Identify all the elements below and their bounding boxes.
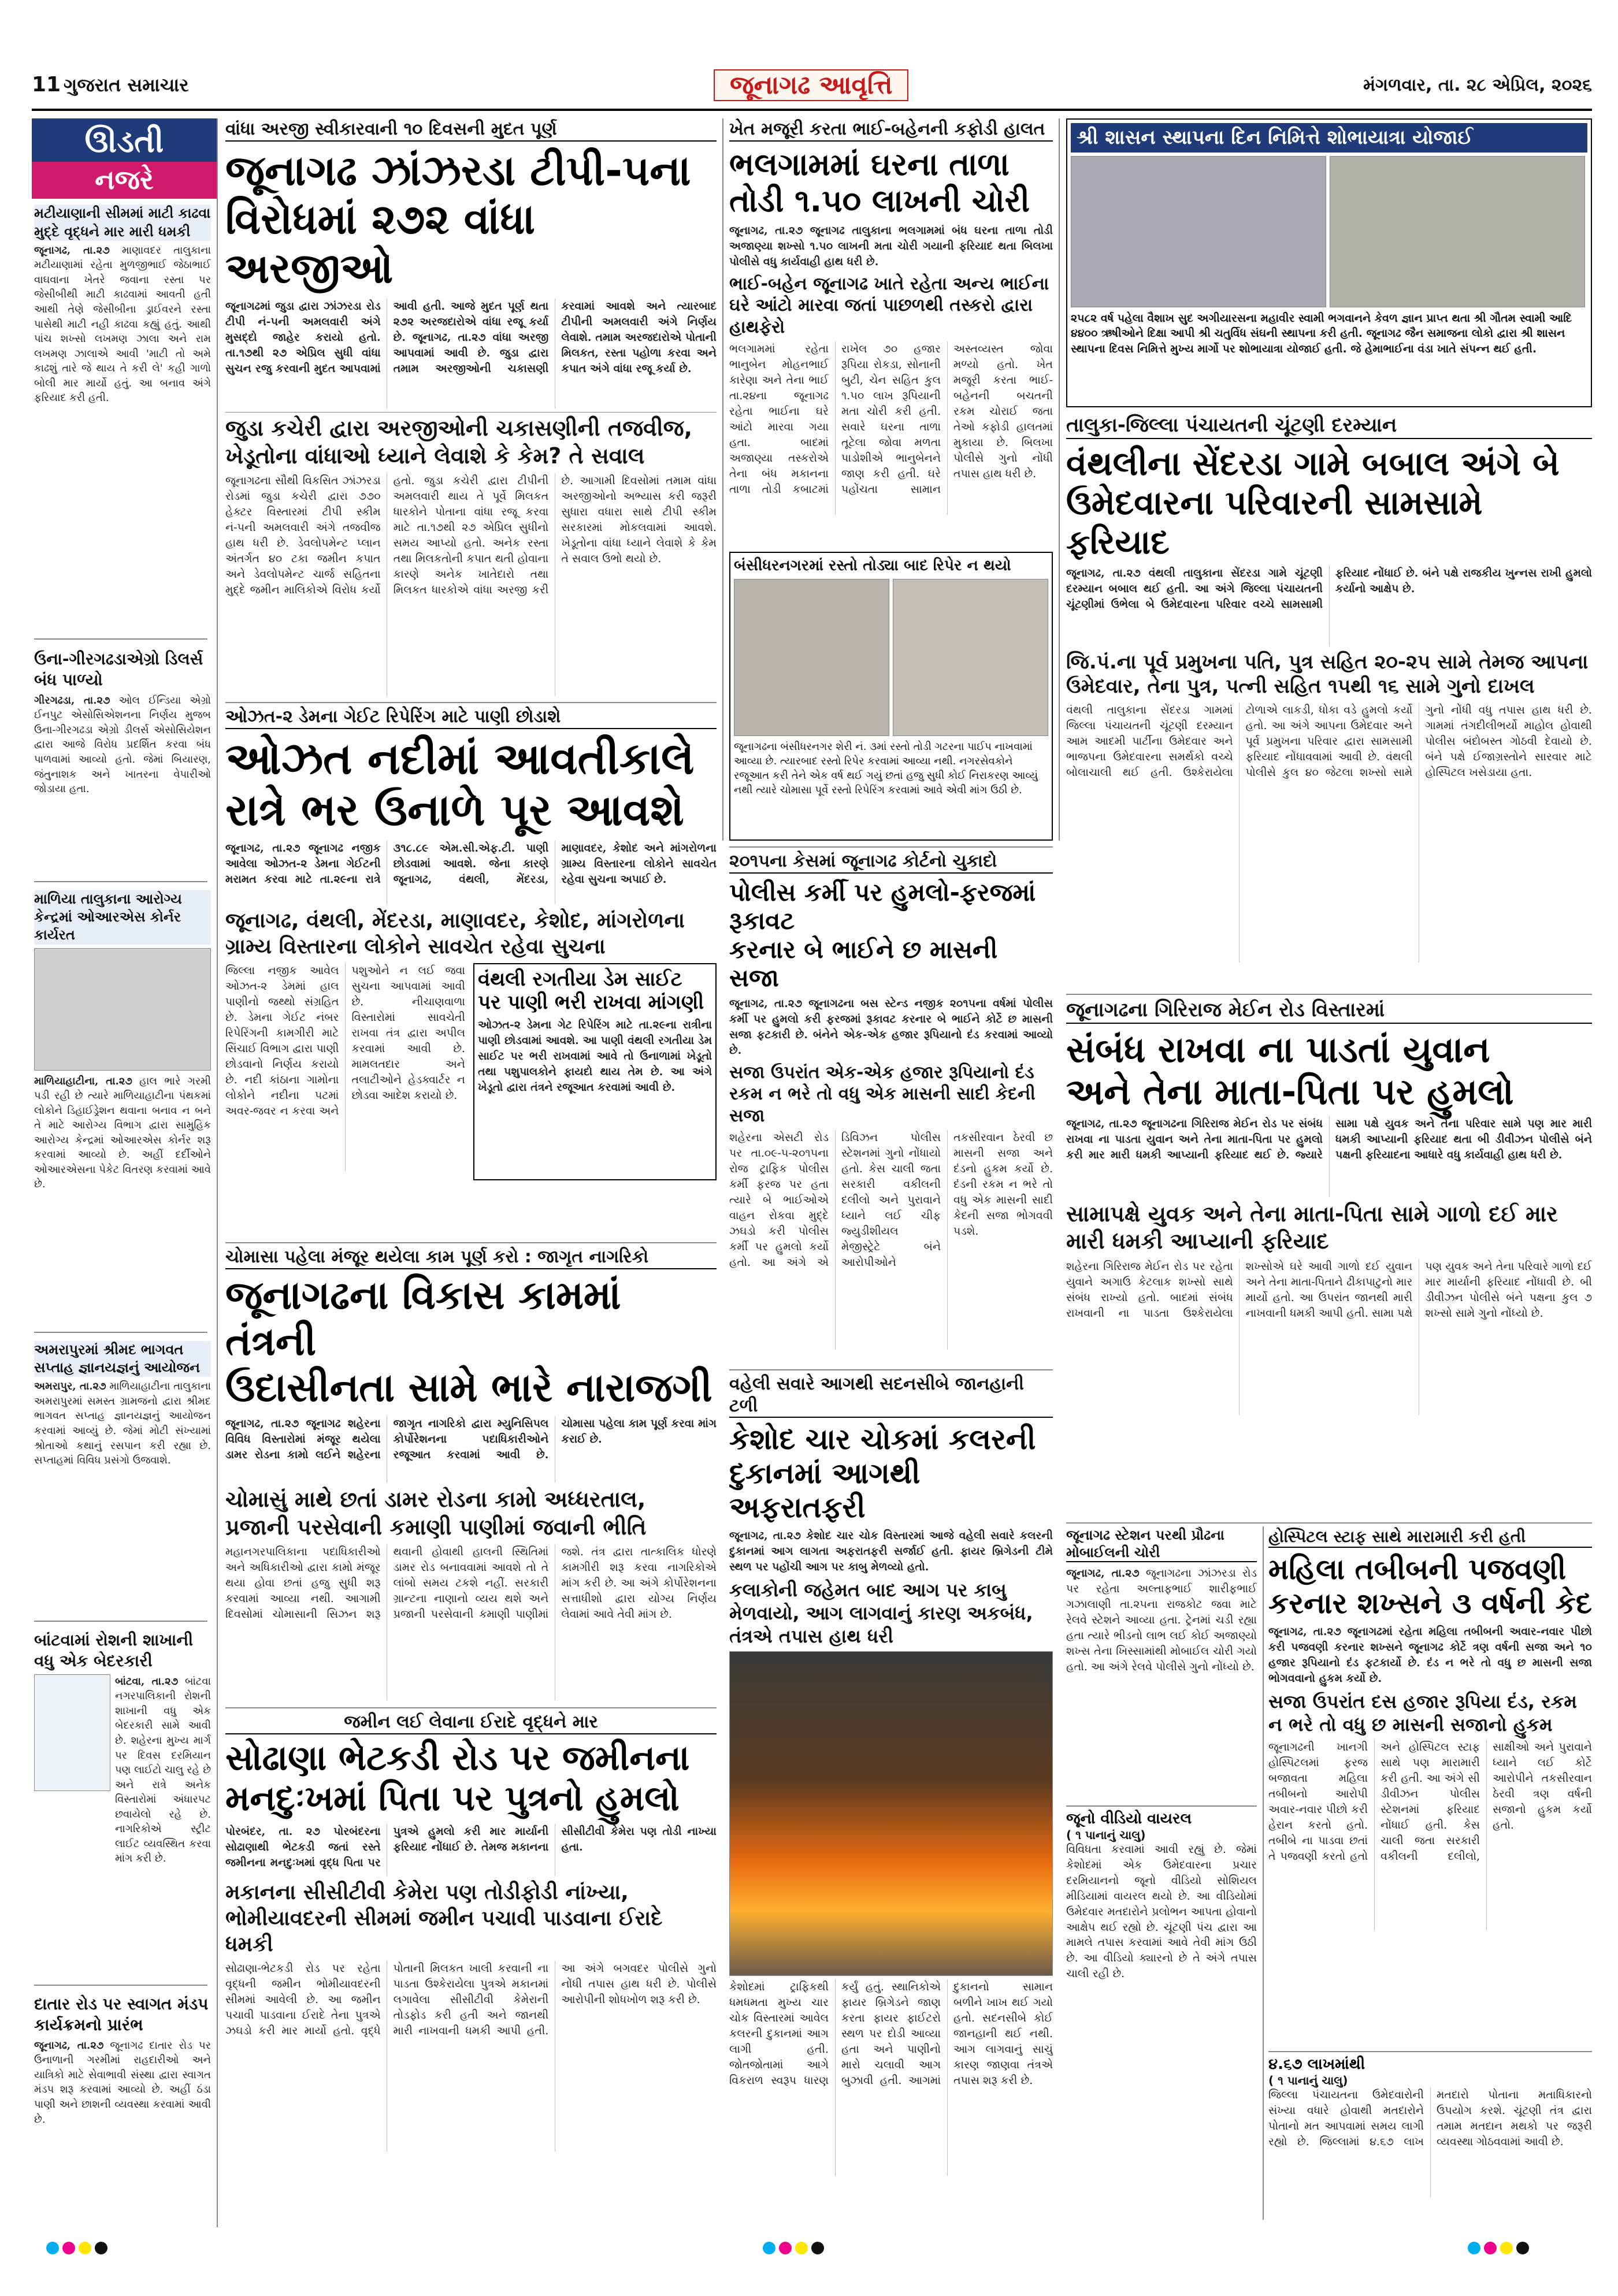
udti-item-dateline: ગીરગઢડા, તા.૨૭ (34, 694, 110, 707)
vanthali-kicker: તાલુકા-જિલ્લા પંચાયતની ચૂંટણી દરમ્યાન (1066, 413, 1592, 439)
tp5-headline-2: વિરોધમાં ૨૭૨ વાંધા અરજીઓ (225, 195, 536, 293)
reg-mark-magenta (62, 2242, 75, 2254)
udti-item-2 (32, 645, 217, 797)
reg-mark-black (811, 2242, 824, 2254)
bhalgam-dateline: જૂનાગઢ, તા.૨૭ (729, 224, 803, 237)
doctor-story (1268, 1526, 1592, 2046)
ozat-headline-1: ઓઝત નદીમાં આવતીકાલે (225, 732, 695, 784)
tp5-dateline: જૂનાગઢ, તા.૨૭ (412, 331, 486, 344)
reg-mark-magenta (1484, 2242, 1497, 2254)
giriraj-dateline: જૂનાગઢ, તા.૨૭ (1066, 1117, 1137, 1130)
bhalgam-story (729, 118, 1053, 546)
police-attack-story (729, 850, 1053, 1365)
police-subheadline: સજા ઉપરાંત એક-એક હજાર રૂપિયાનો દંડ રકમ ન ભરે તો વધુ એક માસની સાદી કેદની સજા (729, 1062, 1036, 1126)
giriraj-body: શહેરના ગિરિરાજ મેઈન રોડ પર રહેતા યુવાને અગાઉ કેટલાક શખ્સો સાથે સંબંધ રાખ્યો હતો. બાદમાં સંબંધ રાખવાની ના પાડતા ઉશ્કેરાયેલા શખ્સોએ ઘરે આવી ગાળો દઈ યુવાન અને તેના માતા-પિતાને ઢીકાપાટુનો માર માર્યો હતો. આ ઉપરાંત જાનથી મારી નાખવાની ધમકી આપી હતી. સામા પક્ષે પણ યુવક અને તેના પરિવારે ગાળો દઈ માર માર્યાની ફરિયાદ નોંધાવી છે. બી ડીવીઝન પોલીસે બંને પક્ષના કુલ ૭ શખ્સો સામે ગુનો નોંધ્યો છે. (1066, 1260, 1592, 1320)
reg-mark-black (1516, 2242, 1529, 2254)
giriraj-kicker: જૂનાગઢના ગિરિરાજ મેઈન રોડ વિસ્તારમાં (1066, 998, 1592, 1024)
giriraj-story (1066, 998, 1592, 1518)
udti-item-text (34, 1379, 211, 1467)
udti-item-body: ઓલ ઈન્ડિયા એગ્રો ઈનપુટ એસોસિએશનના નિર્ણય મુજબ ઉના-ગીરગઢડા એગ્રો ડીલર્સ એસોસિયેશન દ્વારા આજે વિરોધ પ્રદર્શિત કરવા બંધ પાળવામાં આવ્યો હતો. જેમાં બિયારણ, જંતુનાશક અને ખાતરના વેપારીઓ જોડાયા હતા. (34, 694, 211, 796)
udti-item-text (34, 243, 211, 406)
sodhana-lead (225, 1824, 717, 1876)
vanthali-headline-2: ઉમેદવારના પરિવારની સામસામે ફરિયાદ (1066, 482, 1483, 562)
udti-item-dateline: અમરાપુર, તા.૨૭ (34, 1380, 106, 1393)
bhalgam-headline-1: ભલગામમાં ઘરના તાળા (729, 146, 1010, 183)
ozat-box (473, 963, 717, 1180)
giriraj-headline-1: સંબંધ રાખવા ના પાડતાં યુવાન (1066, 1028, 1490, 1071)
tp5-lead: જૂનાગઢમાં જુડા દ્વારા ઝાંઝરડા રોડ ટીપી નં-૫ની અમલવારી અંગે મુસદ્દો જાહેર કરાયો હતો. તા.૧૭થી ૨૭ એપ્રિલ સુધી વાંધા સુચન રજુ કરવાની મુદત આપવામાં આવી હતી. આજે મુદત પૂર્ણ થતા ૨૭૨ અરજદારોએ વાંધા રજૂ કર્યા છે. (225, 300, 549, 376)
tp5-headline-1: જૂનાગઢ ઝાંઝરડા ટીપી-૫ના (225, 146, 691, 195)
police-dateline: જૂનાગઢ, તા.૨૭ (729, 997, 803, 1010)
banshidhar-kicker: બંસીધરનગરમાં રસ્તો તોડ્યા બાદ રિપેર ન થયો (734, 557, 1011, 574)
giriraj-headline-2: અને તેના માતા-પિતા પર હુમલો (1066, 1070, 1514, 1113)
registration-marks-center (763, 2242, 878, 2265)
police-lead-text: જૂનાગઢના બસ સ્ટેન્ડ નજીક ૨૦૧૫ના વર્ષમાં પોલીસ કર્મી પર હુમલો કરી ફરજમાં રૂકાવટ કરનાર બે ભાઈને કોર્ટે છ માસની સજા ફટકારી છે. બંનેને એક-એક હજાર રૂપિયાનો દંડ કરવામાં આવ્યો છે. (729, 997, 1053, 1057)
vikas-subheadline: ચોમાસું માથે છતાં ડામર રોડના કામો અધ્ધરતાલ, પ્રજાની પરસેવાની કમાણી પાણીમાં જવાની ભીતિ (225, 1487, 647, 1540)
paper-name: ગુજરાત સમાચાર (64, 74, 189, 96)
juno-video-title: જૂનો વીડિયો વાયરલ (1066, 1810, 1192, 1827)
vanthali-subheadline: જિ.પં.ના પૂર્વ પ્રમુખના પતિ, પુત્ર સહિત ૨૦-૨૫ સામે તેમજ આપના ઉમેદવાર, તેના પુત્ર, પત્ની સહિત ૧૫થી ૧૬ સામે ગુનો દાખલ (1066, 650, 1589, 699)
udti-item-1 (32, 205, 217, 405)
page-date: મંગળવાર, તા. ૨૮ એપ્રિલ, ૨૦૨૬ (1363, 75, 1592, 95)
doctor-lead-text: જૂનાગઢમાં રહેતા મહિલા તબીબની અવાર-નવાર પીછો કરી પજવણી કરનાર શખ્સને જૂનાગઢ કોર્ટે ત્રણ વર્ષની સજા અને ૧૦ હજાર રૂપિયાનો દંડ ફટકાર્યો છે. દંડ ન ભરે તો વધુ છ માસની સજા ભોગવવાનો હુકમ કર્યો છે. (1268, 1625, 1592, 1685)
police-headline-1: પોલીસ કર્મી પર હુમલો-ફરજમાં રૂકાવટ (729, 878, 1036, 935)
vikas-dateline: જૂનાગઢ, તા.૨૭ (225, 1417, 299, 1431)
udti-item-text (34, 2038, 211, 2127)
keshod-fire-story (729, 1373, 1053, 2223)
masthead (32, 69, 1592, 111)
tp5-text: વાંધા અરજી આપવામાં આવી છે. જુડા દ્વારા તમામ અરજીઓની ચકાસણી કરવામાં આવશે અને ત્યારબાદ ટીપીની અમલવારી અંગે નિર્ણય લેવાશે. તમામ અરજદારોએ પોતાની મિલકત, રસ્તા પહોળા કરવા અને કપાત અંગે વાંધા રજૂ કર્યા છે. (393, 300, 717, 376)
police-body: શહેરના એસટી રોડ પર તા.૦૯-૫-૨૦૧૫ના રોજ ટ્રાફિક પોલીસ કર્મી ફરજ પર હતા ત્યારે બે ભાઈઓએ વાહન રોકવા મુદ્દે ઝઘડો કરી પોલીસ કર્મી પર હુમલો કર્યો હતો. આ અંગે એ ડિવિઝન પોલીસ સ્ટેશનમાં ગુનો નોંધાયો હતો. કેસ ચાલી જતા સરકારી વકીલની દલીલો અને પુરાવાને ધ્યાને લઈ ચીફ જ્યુડીશીયલ મેજીસ્ટ્રેટે બંને આરોપીઓને તકસીરવાન ઠેરવી છ માસની સજા અને દંડનો હુકમ કર્યો છે. દંડની રકમ ન ભરે તો વધુ એક માસની સાદી કેદની સજા ભોગવવી પડશે. (729, 1131, 1053, 1269)
vanthali-lead (1066, 566, 1592, 647)
udti-item-headline: માળિયા તાલુકાના આરોગ્ય કેન્દ્રમાં ઓઆરએસ કોર્નર કાર્યરત (34, 890, 211, 945)
udti-item-headline: મટીયાણાની સીમમાં માટી કાઢવા મુદ્દે વૃદ્ધને માર મારી ધમકી (34, 205, 211, 240)
reg-mark-black (95, 2242, 107, 2254)
sodhana-body: સોઢાણા-ભેટકડી રોડ પર રહેતા વૃદ્ધની જમીન ભોમીયાવદરની સીમમાં આવેલી છે. આ જમીન પચાવી પાડવાના ઈરાદે તેના પુત્રએ ઝઘડો કરી માર માર્યો હતો. વૃદ્ધે પોતાની મિલકત ખાલી કરવાની ના પાડતા ઉશ્કેરાયેલા પુત્રએ મકાનમાં લગાવેલા સીસીટીવી કેમેરાની તોડફોડ કરી હતી અને જાનથી મારી નાખવાની ધમકી આપી હતી. આ અંગે બગવદર પોલીસે ગુનો નોંધી તપાસ હાથ ધરી છે. પોલીસે આરોપીની શોધખોળ શરૂ કરી છે. (225, 1962, 717, 2037)
keshod-headline-2: દુકાનમાં આગથી અફરાતફરી (729, 1457, 921, 1524)
udti-item-body: માળિયાહાટીના તાલુકાના અમરાપુરમાં સમસ્ત ગ્રામજનો દ્વારા શ્રીમદ ભાગવત સપ્તાહ જ્ઞાનયજ્ઞનું આયોજન કરવામાં આવ્યું છે. જેમાં મોટી સંખ્યામાં શ્રોતાઓ કથાનું રસપાન કરી રહ્યા છે. સપ્તાહમાં વિવિધ પ્રસંગો ઉજવાશે. (34, 1380, 211, 1467)
reg-mark-cyan (46, 2242, 59, 2254)
udti-item-body: માણાવદર તાલુકાના મટીયાણામાં રહેતા મુળજીભાઈ જેઠાભાઈ વાઘવાના ખેતરે જવાના રસ્તા પર જેસીબીથી માટી કાઢવામાં આવતી હતી આથી તેણે જેસીબીના ડ્રાઈવરને રસ્તા પાસેથી માટી નહી કાઢવા કહ્યું હતું. આથી પાંચ શખ્સો લખમણ ઝાલા અને રામ લખમણ ઝાલાએ આવી 'માટી તો અમે કાઢશું તારે જે થાય તે કરી લે' કહી ગાળો બોલી માર માર્યો હતું. આ બનાવ અંગે ફરિયાદ કરી હતી. (34, 244, 211, 404)
edition-banner: જૂનાગઢ આવૃત્તિ (714, 69, 908, 101)
reg-mark-cyan (1468, 2242, 1480, 2254)
shobhayatra-photo-2 (1330, 156, 1585, 307)
juno-video-cont: ( ૧ પાનાનું ચાલુ) (1066, 1827, 1146, 1842)
juno-video-story (1066, 1805, 1257, 2221)
doctor-body: જૂનાગઢની ખાનગી હોસ્પિટલમાં ફરજ બજાવતા મહિલા તબીબનો આરોપી અવાર-નવાર પીછો કરી હેરાન કરતો હતો. તબીબે ના પાડવા છતાં તે પજવણી કરતો હતો અને હોસ્પિટલ સ્ટાફ સાથે પણ મારામારી કરી હતી. આ અંગે સી ડીવીઝન પોલીસ સ્ટેશનમાં ફરિયાદ નોંધાઈ હતી. કેસ ચાલી જતા સરકારી વકીલની દલીલો, સાક્ષીઓ અને પુરાવાને ધ્યાને લઈ કોર્ટે આરોપીને તકસીરવાન ઠેરવી ત્રણ વર્ષની સજાનો હુકમ કર્યો હતો. (1268, 1740, 1592, 1863)
udti-item-body: હાલ ભારે ગરમી પડી રહી છે ત્યારે માળિયાહાટીના પંથકમાં લોકોને ડિહાઈડ્રેશન થવાના બનાવ ન બને તે માટે આરોગ્ય વિભાગ દ્વારા સામુહિક આરોગ્ય કેન્દ્રમાં ઓઆરએસ કોર્નર શરૂ કરવામાં આવ્યો છે. અહીં દર્દીઓને ઓઆરએસના પેકેટ વિતરણ કરવામાં આવે છે. (34, 1075, 211, 1191)
ozat-lead (225, 841, 717, 904)
sodhana-headline-2: મનદુઃખમાં પિતા પર પુત્રનો હુમલો (225, 1778, 680, 1819)
station-story (1066, 1526, 1257, 1804)
keshod-kicker: વહેલી સવારે આગથી સદનસીબે જાનહાની ટળી (729, 1373, 1053, 1418)
udti-item-text (34, 1074, 211, 1192)
tp5-body-2: જૂનાગઢના સૌથી વિકસિત ઝાંઝરડા રોડમાં જુડા કચેરી દ્વારા ૭૭૦ હેક્ટર વિસ્તારમાં ટીપી સ્કીમ નં-૫ની અમલવારી અંગે તજવીજ હાથ ધરી છે. ડેવલોપમેન્ટ પ્લાન અંતર્ગત ૪૦ ટકા જમીન કપાત અને ડેવલોપમેન્ટ ચાર્જ સહિતના મુદ્દે જમીન માલિકોએ વિરોધ કર્યો હતો. જુડા કચેરી દ્વારા ટીપીની અમલવારી થાય તે પૂર્વે મિલકત ધારકોને પોતાના વાંધા રજૂ કરવા માટે તા.૧૭થી ૨૭ એપ્રિલ સુધીનો સમય આપ્યો હતો. અનેક રસ્તા તથા મિલકતોની કપાત થતી હોવાના કારણે અનેક ખાતેદારો તથા મિલકત ધારકોએ વાંધા અરજી કરી છે. આગામી દિવસોમાં તમામ વાંધા અરજીઓનો અભ્યાસ કરી જરૂરી સુધારા વધારા સાથે ટીપી સ્કીમ સરકારમાં મોકલવામાં આવશે. ખેડૂતોના વાંધા ધ્યાને લેવાશે કે કેમ તે સવાલ ઉભો થયો છે. (225, 474, 717, 597)
orsc-corner-photo (34, 948, 211, 1071)
vikas-headline-1: જૂનાગઢના વિકાસ કામમાં તંત્રની (225, 1272, 621, 1365)
sodhana-headline-1: સોઢાણા ભેટકડી રોડ પર જમીનના (225, 1737, 690, 1778)
shobhayatra-kicker: શ્રી શાસન સ્થાપના દિન નિમિત્તે શોભાયાત્રા યોજાઈ (1071, 123, 1587, 153)
udti-najare-column (32, 118, 218, 2227)
vikas-headline-2: ઉદાસીનતા સામે ભારે નારાજગી (225, 1365, 712, 1411)
vikas-kicker: ચોમાસા પહેલા મંજૂર થયેલા કામ પૂર્ણ કરો : જાગૃત નાગરિકો (225, 1246, 717, 1269)
tp5-subheadline: જુડા કચેરી દ્વારા અરજીઓની ચકાસણીની તજવીજ, ખેડૂતોના વાંધાઓ ધ્યાને લેવાશે કે કેમ? તે સવાલ (225, 412, 717, 470)
keshod-headline-1: કેશોદ ચાર ચોકમાં કલરની (729, 1422, 1036, 1456)
tp5-body (225, 299, 717, 408)
udti-item-headline: અમરાપુરમાં શ્રીમદ ભાગવત સપ્તાહ જ્ઞાનયજ્ઞનું આયોજન (34, 1341, 211, 1377)
vanthali-headline-1: વંથલીના સેંદરડા ગામે બબાલ અંગે બે (1066, 443, 1560, 483)
keshod-caption-text: કેશોદમાં ટ્રાફિકથી ધમધમતા મુખ્ય ચાર ચોક વિસ્તારમાં આવેલ કલરની દુકાનમાં આગ લાગી હતી. જોતજોતામાં આગે વિકરાળ સ્વરૂપ ધારણ કર્યું હતું. સ્થાનિકોએ ફાયર બ્રિગેડને જાણ કરતા ફાયર ફાઈટરો સ્થળ પર દોડી આવ્યા હતા અને પાણીનો મારો ચલાવી આગ બુઝાવી હતી. આગમાં દુકાનનો સામાન બળીને ખાખ થઈ ગયો હતો. સદનસીબે કોઈ જાનહાની થઈ નથી. આગ લાગવાનું સાચું કારણ જાણવા તંત્રએ તપાસ શરૂ કરી છે. (729, 1980, 1053, 2087)
bhalgam-subheadline: ભાઈ-બહેન જૂનાગઢ ખાતે રહેતા અન્ય ભાઈના ઘરે આંટો મારવા જતાં પાછળથી તસ્કરો દ્વારા હાથફેરો (729, 273, 1049, 337)
bhalgam-kicker: ખેત મજૂરી કરતા ભાઈ-બહેનની કફોડી હાલત (729, 118, 1053, 142)
sodhana-lead-text: પોરબંદરના સોઢાણાથી ભેટકડી જતાં રસ્તે જમીનના મનદુઃખમાં વૃદ્ધ પિતા પર પુત્રએ હુમલો કરી માર માર્યાની ફરિયાદ નોંધાઈ છે. તેમજ મકાનના સીસીટીવી કેમેરા પણ તોડી નાખ્યા હતા. (225, 1825, 717, 1870)
vikas-lead (225, 1416, 717, 1483)
registration-marks-right (1468, 2242, 1583, 2265)
vikas-story (225, 1246, 717, 1703)
bhalgam-headline-2: તોડી ૧.૫૦ લાખની ચોરી (729, 183, 1030, 220)
udti-item-dateline: જૂનાગઢ, તા.૨૭ (34, 244, 110, 257)
udti-item-5 (32, 1626, 217, 1866)
lakh467-text: જિલ્લા પંચાયતના ઉમેદવારોની સંખ્યા વધારે હોવાથી મતદારોને પોતાનો મત આપવામાં સમય લાગી રહ્યો છે. જિલ્લામાં ૪.૬૭ લાખ મતદારો પોતાના મતાધિકારનો ઉપયોગ કરશે. ચૂંટણી તંત્ર દ્વારા તમામ મતદાન મથકો પર જરૂરી વ્યવસ્થા ગોઠવવામાં આવી છે. (1268, 2088, 1592, 2148)
vikas-body: મહાનગરપાલિકાના પદાધિકારીઓ અને અધિકારીઓ દ્વારા કામો મંજૂર થયા હોવા છતાં હજુ સુધી શરૂ કરવામાં આવ્યા નથી. આગામી દિવસોમાં ચોમાસાની સિઝન શરૂ થવાની હોવાથી હાલની સ્થિતિમાં ડામર રોડ બનાવવામાં આવશે તો તે લાંબો સમય ટકશે નહીં. સરકારી ગ્રાન્ટના નાણાનો વ્યય થશે અને પ્રજાની પરસેવાની કમાણી પાણીમાં જશે. તંત્ર દ્વારા તાત્કાલિક ધોરણે કામગીરી શરૂ કરવા નાગરિકોએ માંગ કરી છે. આ અંગે કોર્પોરેશનના સત્તાધીશો દ્વારા યોગ્ય નિર્ણય લેવામાં આવે તેવી માંગ છે. (225, 1545, 717, 1621)
udti-item-text (115, 1674, 211, 1866)
udti-item-headline: બાંટવામાં રોશની શાખાની વધુ એક બેદરકારી (34, 1630, 194, 1671)
tp5-story (225, 118, 717, 696)
lakh467-story (1268, 2051, 1592, 2221)
banshidhar-road-photo-2 (893, 579, 1048, 736)
banshidhar-road-photo-1 (734, 579, 889, 736)
udti-item-headline: દાતાર રોડ પર સ્વાગત મંડપ કાર્યક્રમનો પ્રારંભ (34, 1994, 209, 2035)
udti-item-dateline: બાંટવા, તા.૨૭ (115, 1675, 179, 1688)
shobhayatra-photo-1 (1071, 156, 1326, 307)
police-lead (729, 996, 1053, 1058)
doctor-subheadline: સજા ઉપરાંત દસ હજાર રૂપિયા દંડ, રકમ ન ભરે તો વધુ છ માસની સજાનો હુકમ (1268, 1690, 1577, 1736)
sodhana-kicker: જમીન લઈ લેવાના ઈરાદે વૃદ્ધને માર (225, 1711, 717, 1734)
doctor-headline-2: કરનાર શખ્સને ૩ વર્ષની કેદ (1268, 1587, 1592, 1620)
udti-item-4 (32, 1338, 217, 1468)
bhalgam-lead (729, 223, 1053, 270)
banshidhar-photo-story (729, 552, 1053, 841)
reg-mark-yellow (1500, 2242, 1513, 2254)
shobhayatra-caption: ૨૫૮૨ વર્ષ પહેલા વૈશાખ સુદ અગીયારસના મહાવીર સ્વામી ભગવાનને કેવળ જ્ઞાન પ્રાપ્ત થતા શ્રી ગૌતમ સ્વામી આદિ ૪૪૦૦ ઋષીઓને દિક્ષા આપી શ્રી ચતુર્વિધ સંઘની સ્થાપના કરી હતી. જૂનાગઢ જૈન સમાજના લોકો દ્વારા શ્રી શાસન સ્થાપના દિવસ નિમિત્તે મુખ્ય માર્ગો પર શોભાયાત્રા યોજાઈ હતી. જે હેમાભાઈના વંડા ખાતે સંપન્ન થઈ હતી. (1071, 311, 1572, 355)
reg-mark-magenta (779, 2242, 792, 2254)
udti-item-body: જૂનાગઢ દાતાર રોડ પર ઉનાળાની ગરમીમાં રાહદારીઓ અને યાત્રિકો માટે સેવાભાવી સંસ્થા દ્વારા સ્વાગત મંડપ શરૂ કરવામાં આવ્યો છે. અહીં ઠંડા પાણી અને છાશની વ્યવસ્થા કરવામાં આવી છે. (34, 2039, 211, 2126)
udti-item-6 (32, 1990, 217, 2127)
udti-title: ઊડતી (84, 123, 164, 159)
doctor-kicker: હોસ્પિટલ સ્ટાફ સાથે મારામારી કરી હતી (1268, 1526, 1592, 1548)
juno-video-text: વિવિધતા કરવામાં આવી રહ્યું છે. જેમાં કેશોદમાં એક ઉમેદવારના પ્રચાર દરમિયાનનો જૂનો વીડિયો સોશિયલ મીડિયામાં વાયરલ થયો છે. આ વીડિયોમાં ઉમેદવાર મતદારોને પ્રલોભન આપતા હોવાનો આક્ષેપ થઈ રહ્યો છે. ચૂંટણી પંચ દ્વારા આ મામલે તપાસ કરવામાં આવે તેવી માંગ ઉઠી છે. આ વીડિયો ક્યારનો છે તે અંગે તપાસ ચાલી રહી છે. (1066, 1842, 1257, 1981)
udti-item-headline: ઉના-ગીરગઢડાએગ્રો ડિલર્સ બંધ પાળ્યો (34, 649, 203, 690)
lakh467-title: ૪.૬૭ લાખમાંથી (1268, 2056, 1365, 2073)
ozat-body: જિલ્લા નજીક આવેલ ઓઝત-૨ ડેમમાં હાલ પાણીનો જથ્થો સંગ્રહિત છે. ડેમના ગેઈટ નંબર રિપેરિંગની કામગીરી માટે સિંચાઈ વિભાગ દ્વારા પાણી છોડવાનો નિર્ણય કરાયો છે. નદી કાંઠાના ગામોના લોકોને નદીના પટમાં અવર-જવર ન કરવા અને પશુઓને ન લઈ જવા સુચના આપવામાં આવી છે. નીચાણવાળા વિસ્તારોમાં સાવચેતી રાખવા તંત્ર દ્વારા અપીલ કરવામાં આવી છે. મામલતદાર અને તલાટીઓને હેડક્વાર્ટર ન છોડવા આદેશ કરાયો છે. (225, 964, 465, 1117)
vanthali-lead-text: વંથલી તાલુકાના સેંદરડા ગામે ચૂંટણી દરમ્યાન બબાલ થઈ હતી. આ અંગે જિલ્લા પંચાયતની ચૂંટણીમાં ઉભેલા બે ઉમેદવારના પરિવાર વચ્ચે સામસામી ફરિયાદ નોંધાઈ છે. બંને પક્ષે રાજકીય ખુન્નસ રાખી હુમલો કર્યાનો આક્ષેપ છે. (1066, 566, 1592, 611)
ozat-box-headline: વંથલી રગતીયા ડેમ સાઈટ પર પાણી ભરી રાખવા માંગણી (477, 967, 704, 1014)
giriraj-lead (1066, 1116, 1592, 1197)
keshod-lead-text: કેશોદ ચાર ચોક વિસ્તારમાં આજે વહેલી સવારે કલરની દુકાનમાં આગ લાગતા અફરાતફરી સર્જાઈ હતી. ફાયર બ્રિગેડની ટીમે સ્થળ પર પહોંચી આગ પર કાબુ મેળવ્યો હતો. (729, 1529, 1053, 1573)
vanthali-dateline: જૂનાગઢ, તા.૨૭ (1066, 566, 1141, 579)
reg-mark-cyan (763, 2242, 775, 2254)
vanthali-election-story (1066, 413, 1592, 991)
udti-title-box (32, 118, 217, 162)
doctor-lead (1268, 1624, 1592, 1686)
police-headline-2: કરનાર બે ભાઈને છ માસની સજા (729, 935, 998, 993)
ozat-lead-text: જૂનાગઢ નજીક આવેલા ઓઝત-૨ ડેમના ગેઈટની મરામત કરવા માટે તા.૨૯ના રાત્રે ૩૧૮.૮૯ એમ.સી.એફ.ટી. પાણી છોડવામાં આવશે. જેના કારણે જૂનાગઢ, વંથલી, મેંદરડા, માણાવદર, કેશોદ અને માંગરોળના ગ્રામ્ય વિસ્તારના લોકોને સાવચેત રહેવા સુચના અપાઈ છે. (225, 841, 717, 886)
station-dateline: જૂનાગઢ, તા.૨૭ (1066, 1567, 1140, 1580)
keshod-dateline: જૂનાગઢ, તા.૨૭ (729, 1529, 801, 1542)
ozat-dateline: જૂનાગઢ, તા.૨૭ (225, 841, 300, 855)
sodhana-dateline: પોરબંદર, તા. ૨૭ (225, 1825, 320, 1838)
ozat-kicker: ઓઝત-૨ ડેમના ગેઈટ રિપેરિંગ માટે પાણી છોડાશે (225, 706, 717, 729)
giriraj-lead-text: જૂનાગઢના ગિરિરાજ મેઈન રોડ પર સંબંધ રાખવા ના પાડતા યુવાન અને તેના માતા-પિતા પર હુમલો કરી માર મારી ધમકી આપ્યાની ફરિયાદ થઈ છે. જ્યારે સામા પક્ષે યુવક અને તેના પરિવાર સામે પણ માર મારી ધમકી આપ્યાની ફરિયાદ થતા બી ડીવીઝન પોલીસે બંને પક્ષની ફરિયાદના આધારે વધુ કાર્યવાહી હાથ ધરી છે. (1066, 1117, 1592, 1161)
street-light-photo (34, 1674, 110, 1791)
keshod-fire-photo (729, 1651, 1053, 1976)
shobhayatra-story (1066, 118, 1592, 407)
keshod-subheadline: કલાકોની જહેમત બાદ આગ પર કાબુ મેળવાયો, આગ લાગવાનું કારણ અકબંધ, તંત્રએ તપાસ હાથ ધરી (729, 1578, 1033, 1647)
udti-item-text (34, 693, 211, 797)
station-body (1066, 1566, 1257, 1675)
ozat-headline-2: રાત્રે ભર ઉનાળે પૂર આવશે (225, 784, 684, 836)
vikas-lead-text: જૂનાગઢ શહેરના વિવિધ વિસ્તારોમાં મંજૂર થયેલા ડામર રોડના કામો લઈને શહેરના જાગૃત નાગરિકો દ્વારા મ્યુનિસિપલ કોર્પોરેશનના પદાધિકારીઓને રજૂઆત કરવામાં આવી છે. ચોમાસા પહેલા કામ પૂર્ણ કરવા માંગ કરાઈ છે. (225, 1417, 717, 1462)
vanthali-body: વંથલી તાલુકાના સેંદરડા ગામમાં જિલ્લા પંચાયતની ચૂંટણી દરમ્યાન આમ આદમી પાર્ટીના ઉમેદવાર અને ભાજપના ઉમેદવારના સમર્થકો વચ્ચે બોલાચાલી થઈ હતી. ઉશ્કેરાયેલા ટોળાએ લાકડી, ધોકા વડે હુમલો કર્યો હતો. આ અંગે આપના ઉમેદવાર અને પૂર્વ પ્રમુખના પરિવાર દ્વારા સામસામી ફરિયાદ નોંધાવવામાં આવી છે. વંથલી પોલીસે કુલ ૪૦ જેટલા શખ્સો સામે ગુનો નોંધી વધુ તપાસ હાથ ધરી છે. ગામમાં તંગદીલીભર્યો માહોલ હોવાથી પોલીસ બંદોબસ્ત ગોઠવી દેવાયો છે. બંને પક્ષે ઈજાગ્રસ્તોને સારવાર માટે હોસ્પિટલ ખસેડાયા હતા. (1066, 703, 1592, 779)
sodhana-subheadline: મકાનના સીસીટીવી કેમેરા પણ તોડીફોડી નાંખ્યા, ભોમીયાવદરની સીમમાં જમીન પચાવી પાડવાના ઈરાદે ધમકી (225, 1881, 663, 1957)
udti-item-body: બાંટવા નગરપાલિકાની રોશની શાખાની વધુ એક બેદરકારી સામે આવી છે. શહેરના મુખ્ય માર્ગ પર દિવસ દરમિયાન પણ લાઈટો ચાલુ રહે છે અને રાત્રે અનેક વિસ્તારોમાં અંધારપટ છવાયેલો રહે છે. નાગરિકોએ સ્ટ્રીટ લાઈટ વ્યવસ્થિત કરવા માંગ કરી છે. (115, 1675, 211, 1865)
bhalgam-body: ભલગામમાં રહેતા ભાનુબેન મોહનભાઈ કારેણા અને તેના ભાઈ તા.૨૪ના જૂનાગઢ રહેતા ભાઈના ઘરે આંટો મારવા ગયા હતા. બાદમાં અજાણ્યા તસ્કરોએ તેના બંધ મકાનના તાળા તોડી કબાટમાં રાખેલ ૭૦ હજાર રૂપિયા રોકડા, સોનાની બુટી, ચેન સહિત કુલ ૧.૫૦ લાખ રૂપિયાની મતા ચોરી કરી હતી. સવારે ઘરના તાળા તૂટેલા જોવા મળતા પાડોશીએ ભાનુબેનને જાણ કરી હતી. ઘરે પહોંચતા સામાન અસ્તવ્યસ્ત જોવા મળ્યો હતો. ખેત મજૂરી કરતા ભાઈ-બહેનની બચતની રકમ ચોરાઈ જતા તેઓ કફોડી હાલતમાં મુકાયા છે. બિલખા પોલીસે ગુનો નોંધી તપાસ હાથ ધરી છે. (729, 343, 1053, 496)
ozat-box-text: ઓઝત-૨ ડેમના ગેટ રિપેરિંગ માટે તા.૨૯ના રાત્રીના પાણી છોડવામાં આવશે. આ પાણી વંથલી રગતીયા ડેમ સાઈટ પર ભરી રાખવામાં આવે તો ઉનાળામાં ખેડૂતો તથા પશુપાલકોને ફાયદો થાય તેમ છે. આ અંગે ખેડૂતો દ્વારા તંત્રને રજૂઆત કરવામાં આવી છે. (477, 1019, 712, 1094)
police-kicker: ૨૦૧૫ના કેસમાં જૂનાગઢ કોર્ટનો ચુકાદો (729, 850, 1053, 874)
tp5-kicker: વાંધા અરજી સ્વીકારવાની ૧૦ દિવસની મુદત પૂર્ણ (225, 118, 717, 142)
reg-mark-yellow (79, 2242, 91, 2254)
station-text: જૂનાગઢના ઝાંઝરડા રોડ પર રહેતા અલ્તાફભાઈ શારીફભાઈ ગઝાલાણી તા.૨૫ના રાજકોટ જવા માટે રેલવે સ્ટેશને આવ્યા હતા. ટ્રેનમાં ચડી રહ્યા હતા ત્યારે ભીડનો લાભ લઈ કોઈ અજાણ્યો શખ્સ તેના ખિસ્સામાંથી મોબાઈલ ચોરી ગયો હતો. આ અંગે રેલવે પોલીસે ગુનો નોંધ્યો છે. (1066, 1567, 1257, 1673)
keshod-lead (729, 1528, 1053, 1575)
station-kicker: જૂનાગઢ સ્ટેશન પરથી પ્રૌઢના મોબાઈલની ચોરી (1066, 1526, 1257, 1562)
page-number: 11 (32, 73, 61, 96)
sodhana-story (225, 1711, 717, 2226)
giriraj-subheadline: સામાપક્ષે યુવક અને તેના માતા-પિતા સામે ગાળો દઈ માર મારી ધમકી આપ્યાની ફરિયાદ (1066, 1201, 1558, 1254)
banshidhar-caption: જૂનાગઢના બંસીધરનગર શેરી નં. ૩માં રસ્તો તોડી ગટરના પાઈપ નાખવામાં આવ્યા છે. ત્યારબાદ રસ્તો રિપેર કરવામાં આવ્યા નથી. નગરસેવકોને રજૂઆત કરી તેને એક વર્ષ થઈ ગયું છતાં હજુ સુધી કોઈ નિરાકરણ આવ્યું નથી ત્યારે ચોમાસા પૂર્વે રસ્તો રિપેરિંગ કરવામાં આવે એવી માંગ ઉઠી છે. (734, 740, 1038, 797)
registration-marks-left (46, 2242, 162, 2265)
najare-title: નજરે (32, 162, 217, 199)
udti-item-3 (32, 887, 217, 1192)
udti-item-dateline: જૂનાગઢ, તા.૨૭ (34, 2039, 104, 2052)
ozat-story (225, 706, 717, 1238)
udti-item-dateline: માળિયાહાટીના, તા.૨૭ (34, 1075, 132, 1087)
lakh467-cont: ( ૧ પાનાનું ચાલુ) (1268, 2073, 1348, 2087)
bhalgam-lead-text: જૂનાગઢ તાલુકાના ભલગામમાં બંધ ઘરના તાળા તોડી અજાણ્યા શખ્સો ૧.૫૦ લાખની મતા ચોરી ગયાની ફરિયાદ થતા બિલખા પોલીસે વધુ કાર્યવાહી હાથ ધરી છે. (729, 224, 1053, 268)
doctor-dateline: જૂનાગઢ, તા.૨૭ (1268, 1625, 1341, 1638)
ozat-subheadline: જૂનાગઢ, વંથલી, મેંદરડા, માણાવદર, કેશોદ, માંગરોળના ગ્રામ્ય વિસ્તારના લોકોને સાવચેત રહેવા સુચના (225, 908, 685, 958)
doctor-headline-1: મહિલા તબીબની પજવણી (1268, 1552, 1567, 1586)
reg-mark-yellow (795, 2242, 808, 2254)
